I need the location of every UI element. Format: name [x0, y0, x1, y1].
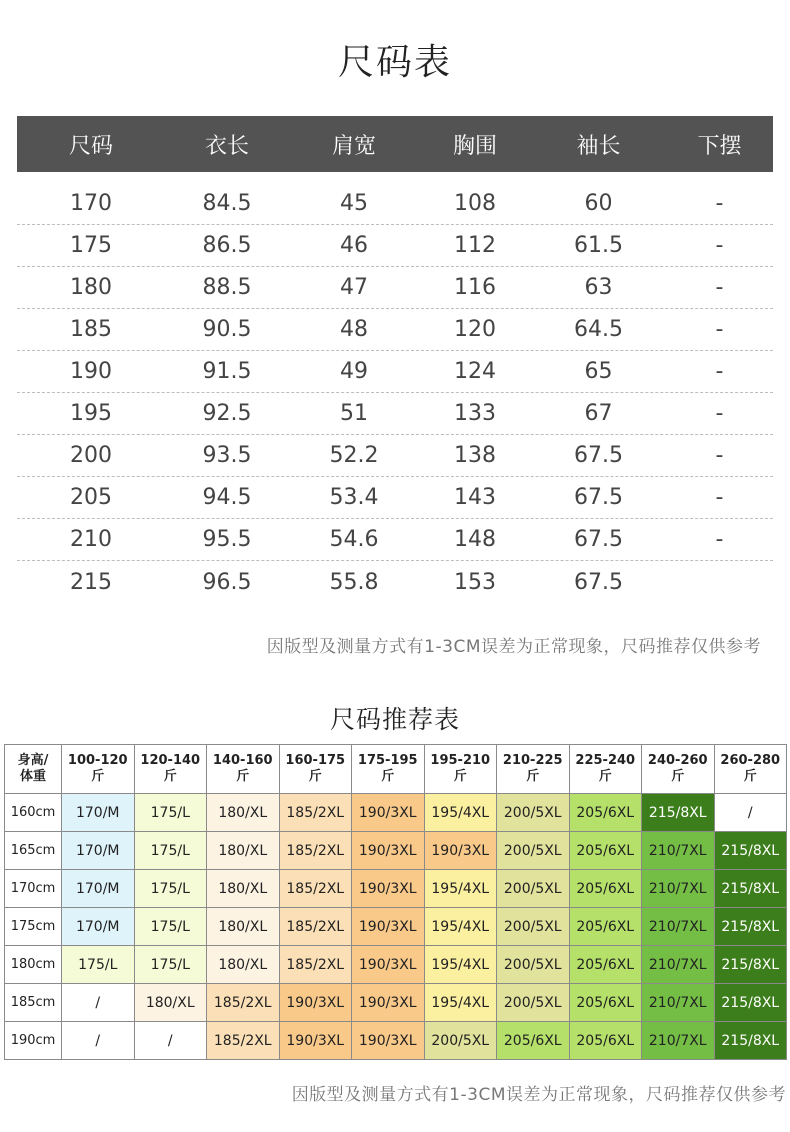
weight-range: 225-240	[575, 753, 636, 768]
recommended-size-cell: /	[714, 794, 787, 832]
table-cell: -	[715, 443, 724, 468]
recommended-size-cell: 200/5XL	[497, 870, 570, 908]
recommended-size-cell: 170/M	[62, 908, 135, 946]
table-row	[17, 183, 773, 225]
table-cell: 67.5	[574, 485, 623, 510]
table-row	[17, 351, 773, 393]
table-cell: 175	[70, 233, 112, 258]
rec-row	[5, 984, 787, 1022]
recommended-size-cell: 190/3XL	[352, 946, 425, 984]
table-cell: 55.8	[329, 569, 379, 595]
recommended-size-cell: 205/6XL	[569, 908, 642, 946]
table-cell: 64.5	[574, 317, 623, 342]
weight-unit: 斤	[526, 769, 540, 784]
recommended-size-cell: 200/5XL	[497, 946, 570, 984]
table-cell: 61.5	[574, 233, 623, 258]
table-row	[17, 393, 773, 435]
weight-range-header	[62, 745, 135, 794]
recommended-size-cell: 210/7XL	[642, 984, 715, 1022]
recommended-size-cell: 175/L	[134, 832, 207, 870]
recommended-size-cell: 210/7XL	[642, 832, 715, 870]
recommended-size-cell: 190/3XL	[352, 794, 425, 832]
rec-row	[5, 870, 787, 908]
weight-range: 175-195	[357, 753, 418, 768]
page-title: 尺码表	[337, 42, 452, 83]
table-cell: -	[715, 485, 724, 510]
recommended-size-cell: 175/L	[62, 946, 135, 984]
table-cell: 93.5	[202, 443, 252, 468]
height-weight-corner	[5, 745, 62, 794]
table-cell: 47	[340, 275, 368, 300]
recommended-size-cell: 215/8XL	[714, 832, 787, 870]
weight-unit: 斤	[453, 769, 467, 784]
recommended-size-cell: 175/L	[134, 794, 207, 832]
table-row	[17, 435, 773, 477]
weight-range: 210-225	[502, 753, 563, 768]
table-cell: 92.5	[202, 401, 252, 426]
weight-range-header	[424, 745, 497, 794]
recommended-size-cell: 215/8XL	[714, 984, 787, 1022]
table-row	[17, 519, 773, 561]
weight-unit: 斤	[236, 769, 250, 784]
recommended-size-cell: 175/L	[134, 908, 207, 946]
weight-unit: 斤	[743, 769, 757, 784]
table-cell: -	[715, 233, 724, 258]
recommended-size-cell: 195/4XL	[424, 946, 497, 984]
recommended-size-cell: 190/3XL	[352, 908, 425, 946]
recommended-size-cell: 185/2XL	[279, 870, 352, 908]
table-cell: 53.4	[329, 485, 379, 510]
table-cell: 67.5	[574, 569, 623, 595]
weight-unit: 斤	[381, 769, 395, 784]
weight-range: 160-175	[285, 753, 346, 768]
recommended-size-cell: 205/6XL	[569, 984, 642, 1022]
recommended-size-cell: 180/XL	[207, 946, 280, 984]
table-cell: 205	[70, 485, 112, 510]
recommended-size-cell: 205/6XL	[569, 870, 642, 908]
recommended-size-cell: 180/XL	[134, 984, 207, 1022]
recommended-size-cell: 215/8XL	[642, 794, 715, 832]
table-cell: 200	[70, 443, 112, 468]
recommended-size-cell: 190/3XL	[352, 870, 425, 908]
table-cell: 148	[454, 527, 496, 552]
recommended-size-cell: 210/7XL	[642, 946, 715, 984]
table-cell: 215	[70, 569, 112, 595]
rec-row	[5, 1022, 787, 1060]
weight-unit: 斤	[91, 769, 105, 784]
table-cell: -	[715, 191, 724, 216]
table-cell: 96.5	[202, 569, 252, 595]
table-cell: 54.6	[329, 527, 379, 552]
recommended-size-cell: 185/2XL	[279, 908, 352, 946]
table-cell: 63	[584, 275, 613, 300]
recommended-size-cell: 205/6XL	[569, 946, 642, 984]
header-size: 尺码	[68, 133, 113, 159]
table-cell: 45	[340, 191, 368, 216]
table-cell: 143	[454, 485, 496, 510]
weight-unit: 斤	[671, 769, 685, 784]
height-label: 165cm	[5, 832, 62, 870]
recommended-size-cell: 200/5XL	[497, 794, 570, 832]
recommended-size-cell: 190/3XL	[424, 832, 497, 870]
recommended-size-cell: 205/6XL	[569, 1022, 642, 1060]
weight-range-header	[207, 745, 280, 794]
weight-range: 120-140	[140, 753, 201, 768]
table-cell: -	[715, 527, 724, 552]
weight-range-header	[279, 745, 352, 794]
table-cell: 170	[70, 191, 112, 216]
table-cell: 84.5	[202, 191, 252, 216]
recommended-size-cell: 185/2XL	[207, 984, 280, 1022]
header-length: 衣长	[204, 133, 249, 159]
disclaimer-note-bottom: 因版型及测量方式有1-3CM误差为正常现象，尺码推荐仅供参考	[291, 1085, 786, 1105]
recommended-size-cell: 170/M	[62, 794, 135, 832]
table-cell: 153	[454, 569, 496, 595]
weight-unit: 斤	[598, 769, 612, 784]
recommended-size-cell: 210/7XL	[642, 1022, 715, 1060]
recommended-size-cell: /	[134, 1022, 207, 1060]
table-row	[17, 309, 773, 351]
corner-line: 身高/	[17, 753, 49, 768]
weight-unit: 斤	[163, 769, 177, 784]
corner-line: 体重	[19, 769, 46, 784]
recommended-size-cell: /	[62, 1022, 135, 1060]
table-cell: 67.5	[574, 443, 623, 468]
table-cell: 65	[584, 359, 613, 384]
table-cell: 108	[454, 191, 496, 216]
recommended-size-cell: /	[62, 984, 135, 1022]
table-cell: -	[715, 275, 724, 300]
recommended-size-cell: 175/L	[134, 946, 207, 984]
recommended-size-cell: 195/4XL	[424, 870, 497, 908]
recommended-size-cell: 205/6XL	[569, 794, 642, 832]
table-cell: 95.5	[202, 527, 252, 552]
recommended-size-cell: 190/3XL	[352, 1022, 425, 1060]
table-cell: 91.5	[202, 359, 252, 384]
recommended-size-cell: 210/7XL	[642, 870, 715, 908]
recommended-size-cell: 200/5XL	[497, 984, 570, 1022]
table-cell: 120	[454, 317, 496, 342]
table-cell: 48	[340, 317, 368, 342]
table-cell: 190	[70, 359, 112, 384]
recommended-size-cell: 175/L	[134, 870, 207, 908]
table-row	[17, 225, 773, 267]
height-label: 175cm	[5, 908, 62, 946]
recommended-size-cell: 185/2XL	[279, 946, 352, 984]
recommended-size-cell: 180/XL	[207, 908, 280, 946]
header-shoulder: 肩宽	[331, 133, 376, 159]
recommended-size-cell: 210/7XL	[642, 908, 715, 946]
recommended-size-cell: 170/M	[62, 870, 135, 908]
rec-row	[5, 908, 787, 946]
table-cell: 94.5	[202, 485, 252, 510]
table-cell: 185	[70, 317, 112, 342]
recommended-size-cell: 185/2XL	[279, 832, 352, 870]
recommended-size-cell: 205/6XL	[569, 832, 642, 870]
rec-row	[5, 832, 787, 870]
weight-range: 260-280	[720, 753, 781, 768]
table-cell: 88.5	[202, 275, 252, 300]
recommended-size-cell: 190/3XL	[352, 832, 425, 870]
recommended-size-cell: 215/8XL	[714, 870, 787, 908]
weight-unit: 斤	[308, 769, 322, 784]
header-chest: 胸围	[452, 133, 497, 159]
recommended-size-cell: 195/4XL	[424, 984, 497, 1022]
weight-range: 100-120	[67, 753, 128, 768]
table-cell: 49	[340, 359, 368, 384]
table-cell: 46	[340, 233, 368, 258]
recommended-size-cell: 195/4XL	[424, 908, 497, 946]
recommended-size-cell: 180/XL	[207, 794, 280, 832]
height-label: 190cm	[5, 1022, 62, 1060]
recommended-size-cell: 200/5XL	[497, 908, 570, 946]
size-table-header	[17, 116, 773, 172]
weight-range: 195-210	[430, 753, 491, 768]
recommended-size-cell: 180/XL	[207, 870, 280, 908]
table-cell: 51	[340, 401, 368, 426]
table-cell: 67	[584, 401, 613, 426]
recommended-size-cell: 185/2XL	[207, 1022, 280, 1060]
rec-header-row	[5, 745, 787, 794]
table-row	[17, 477, 773, 519]
header-sleeve: 袖长	[576, 133, 621, 159]
recommended-size-cell: 215/8XL	[714, 908, 787, 946]
table-cell: 112	[454, 233, 496, 258]
recommended-size-cell: 190/3XL	[279, 984, 352, 1022]
weight-range: 140-160	[212, 753, 273, 768]
height-label: 160cm	[5, 794, 62, 832]
recommended-size-cell: 170/M	[62, 832, 135, 870]
rec-row	[5, 946, 787, 984]
table-cell: 60	[584, 191, 613, 216]
height-label: 170cm	[5, 870, 62, 908]
recommended-size-cell: 190/3XL	[279, 1022, 352, 1060]
weight-range-header	[352, 745, 425, 794]
weight-range: 240-260	[647, 753, 708, 768]
weight-range-header	[134, 745, 207, 794]
recommended-size-cell: 180/XL	[207, 832, 280, 870]
recommended-size-cell: 200/5XL	[424, 1022, 497, 1060]
size-recommendation-table	[4, 744, 787, 1060]
height-label: 180cm	[5, 946, 62, 984]
disclaimer-note: 因版型及测量方式有1-3CM误差为正常现象，尺码推荐仅供参考	[266, 637, 761, 657]
header-hem: 下摆	[697, 133, 742, 159]
table-cell: 180	[70, 275, 112, 300]
recommended-size-cell: 185/2XL	[279, 794, 352, 832]
recommended-size-cell: 200/5XL	[497, 832, 570, 870]
table-cell: -	[715, 317, 724, 342]
recommended-size-cell: 205/6XL	[497, 1022, 570, 1060]
recommended-size-cell: 190/3XL	[352, 984, 425, 1022]
table-row	[17, 561, 773, 603]
table-cell: 86.5	[202, 233, 252, 258]
recommended-size-cell: 195/4XL	[424, 794, 497, 832]
recommended-size-cell: 215/8XL	[714, 946, 787, 984]
table-cell: 52.2	[329, 443, 379, 468]
table-cell: -	[715, 359, 724, 384]
table-cell: 210	[70, 527, 112, 552]
table-cell: 67.5	[574, 527, 623, 552]
size-table-body	[17, 183, 773, 603]
weight-range-header	[714, 745, 787, 794]
table-cell: 138	[454, 443, 496, 468]
weight-range-header	[642, 745, 715, 794]
table-cell: 116	[454, 275, 496, 300]
table-cell: -	[715, 401, 724, 426]
table-cell: 124	[454, 359, 496, 384]
rec-row	[5, 794, 787, 832]
recommend-title: 尺码推荐表	[329, 705, 460, 734]
height-label: 185cm	[5, 984, 62, 1022]
weight-range-header	[569, 745, 642, 794]
table-row	[17, 267, 773, 309]
table-cell: 133	[454, 401, 496, 426]
recommended-size-cell: 215/8XL	[714, 1022, 787, 1060]
table-cell: 195	[70, 401, 112, 426]
weight-range-header	[497, 745, 570, 794]
table-cell: 90.5	[202, 317, 252, 342]
